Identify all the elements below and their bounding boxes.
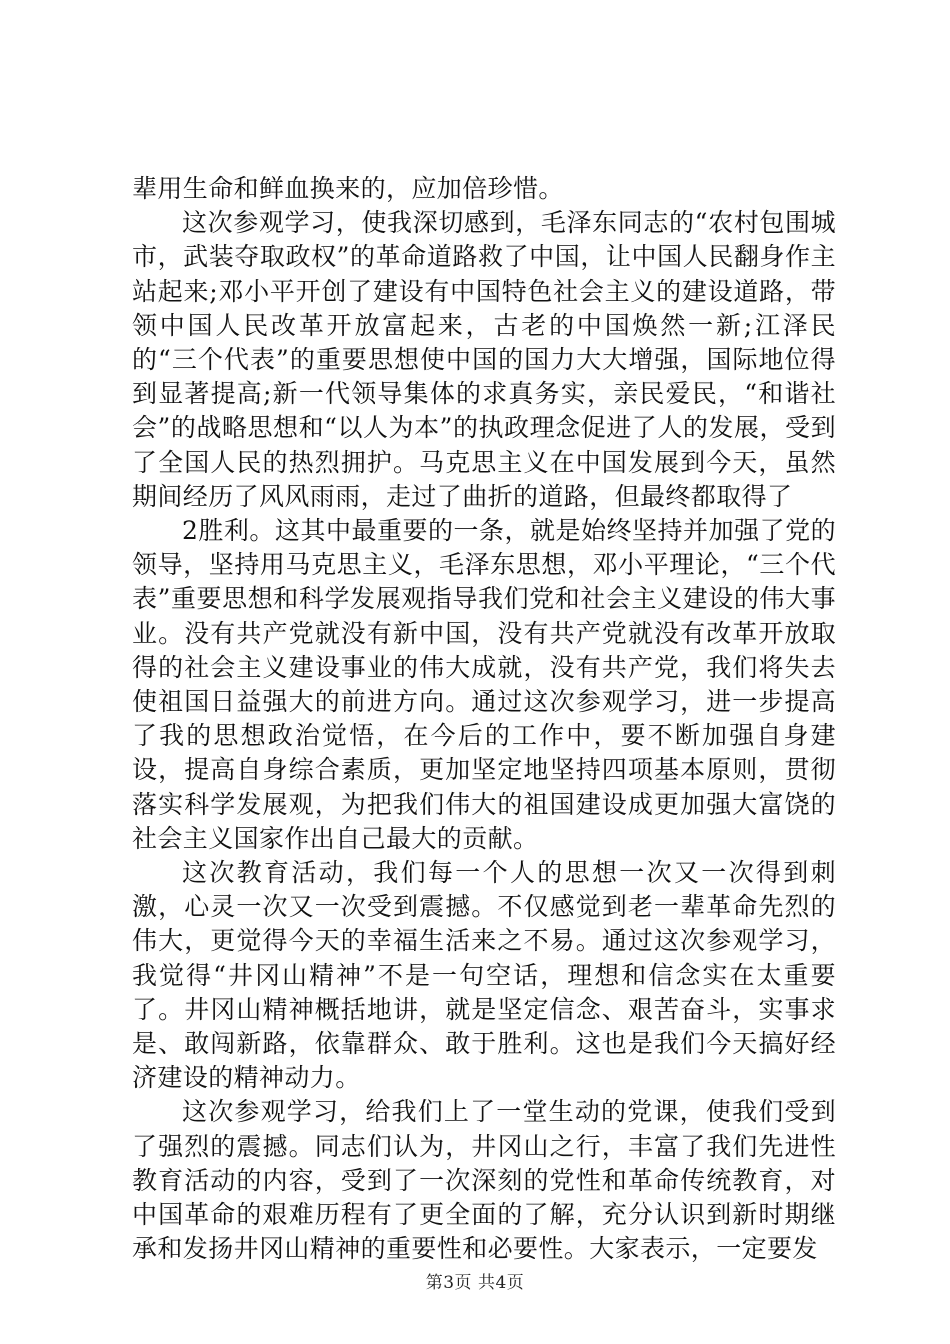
document-body — [132, 172, 836, 1267]
paragraph-1: 辈用生命和鲜血换来的，应加倍珍惜。 — [132, 174, 564, 203]
paragraph-3: 2胜利。这其中最重要的一条，就是始终坚持并加强了党的领导，坚持用马克思主义，毛泽东思想，邓小平理论，“三个代表”重要思想和科学发展观指导我们党和社会主义建设的伟大事业。没有共产党就没有新中国，没有共产党就没有改革开放取得的社会主义建设事业的伟大成就，没有共产党，我们将失去使祖国日益强大的前进方向。通过这次参观学习，进一步提高了我的思想政治觉悟，在今后的工作中，要不断加强自身建设，提高自身综合素质，更加坚定地坚持四项基本原则，贯彻落实科学发展观，为把我们伟大的祖国建设成更加强大富饶的社会主义国家作出自己最大的贡献。 — [132, 516, 836, 853]
paragraph-5: 这次参观学习，给我们上了一堂生动的党课，使我们受到了强烈的震撼。同志们认为，井冈山之行，丰富了我们先进性教育活动的内容，受到了一次深刻的党性和革命传统教育，对中国革命的艰难历程有了更全面的了解，充分认识到新时期继承和发扬井冈山精神的重要性和必要性。大家表示，一定要发 — [132, 1097, 836, 1264]
page-footer: 第3页 共4页 — [425, 1273, 525, 1293]
paragraph-2: 这次参观学习，使我深切感到，毛泽东同志的“农村包围城市，武装夺取政权”的革命道路救了中国，让中国人民翻身作主站起来;邓小平开创了建设有中国特色社会主义的建设道路，带领中国人民改革开放富起来，古老的中国焕然一新;江泽民的“三个代表”的重要思想使中国的国力大大增强，国际地位得到显著提高;新一代领导集体的求真务实，亲民爱民，“和谐社会”的战略思想和“以人为本”的执政理念促进了人的发展，受到了全国人民的热烈拥护。马克思主义在中国发展到今天，虽然期间经历了风风雨雨，走过了曲折的道路，但最终都取得了 — [132, 208, 836, 511]
paragraph-4: 这次教育活动，我们每一个人的思想一次又一次得到刺激，心灵一次又一次受到震撼。不仅感觉到老一辈革命先烈的伟大，更觉得今天的幸福生活来之不易。通过这次参观学习，我觉得“井冈山精神”不是一句空话，理想和信念实在太重要了。井冈山精神概括地讲，就是坚定信念、艰苦奋斗，实事求是、敢闯新路，依靠群众、敢于胜利。这也是我们今天搞好经济建设的精神动力。 — [132, 858, 836, 1093]
